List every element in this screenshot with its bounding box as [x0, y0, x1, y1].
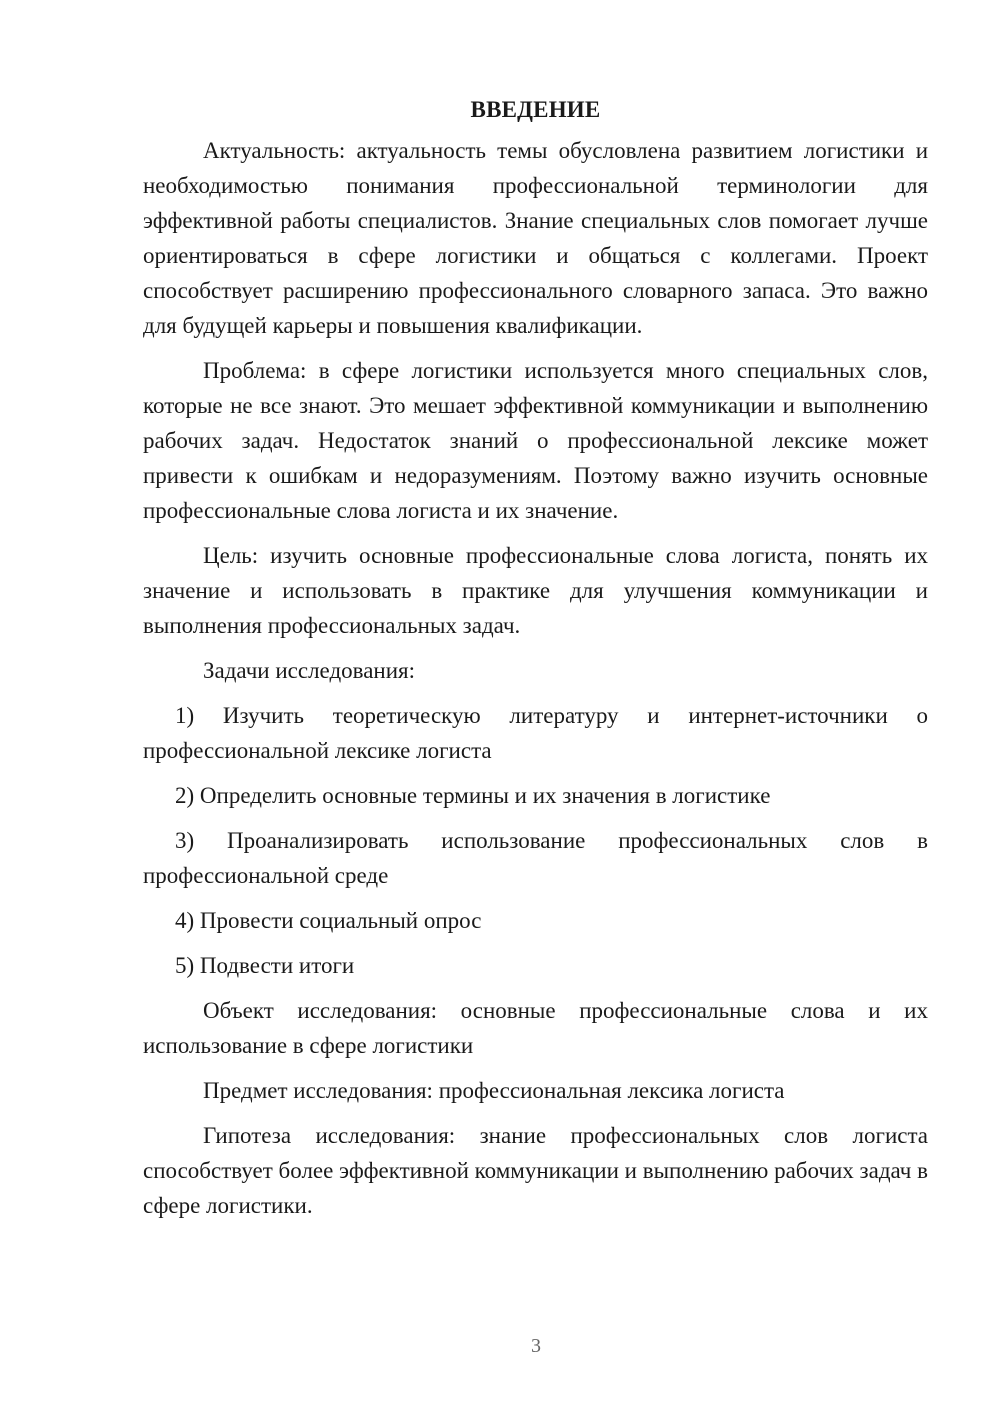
problem-paragraph: Проблема: в сфере логистики используется много специальных слов, которые не все знают. Это мешает эффективной коммуникации и выполнению рабочих задач. Недостаток знаний о профессиональной лексике может привести к ошибкам и недоразумениям. Поэтому важно изучить основные профессиональные слова логиста и их значение. — [143, 358, 928, 523]
task-item-3: 3) Проанализировать использование профессиональных слов в профессиональной среде — [143, 828, 928, 888]
section-heading: ВВЕДЕНИЕ — [470, 97, 601, 122]
task-item-2: 2) Определить основные термины и их значения в логистике — [175, 783, 771, 808]
page-number: 3 — [531, 1335, 541, 1357]
page-content — [143, 92, 928, 1233]
task-item-4: 4) Провести социальный опрос — [175, 908, 482, 933]
subject-paragraph: Предмет исследования: профессиональная лексика логиста — [203, 1078, 785, 1103]
hypothesis-paragraph: Гипотеза исследования: знание профессиональных слов логиста способствует более эффективной коммуникации и выполнению рабочих задач в сфере логистики. — [143, 1123, 928, 1218]
task-item-1: 1) Изучить теоретическую литературу и интернет-источники о профессиональной лексике логиста — [143, 703, 928, 763]
tasks-heading-paragraph: Задачи исследования: — [203, 658, 416, 683]
task-item-5: 5) Подвести итоги — [175, 953, 355, 978]
object-paragraph: Объект исследования: основные профессиональные слова и их использование в сфере логистики — [143, 998, 928, 1058]
goal-paragraph: Цель: изучить основные профессиональные слова логиста, понять их значение и использовать в практике для улучшения коммуникации и выполнения профессиональных задач. — [143, 543, 928, 638]
relevance-paragraph: Актуальность: актуальность темы обусловлена развитием логистики и необходимостью понимания профессиональной терминологии для эффективной работы специалистов. Знание специальных слов помогает лучше ориентироваться в сфере логистики и общаться с коллегами. Проект способствует расширению профессионального словарного запаса. Это важно для будущей карьеры и повышения квалификации. — [143, 138, 928, 338]
